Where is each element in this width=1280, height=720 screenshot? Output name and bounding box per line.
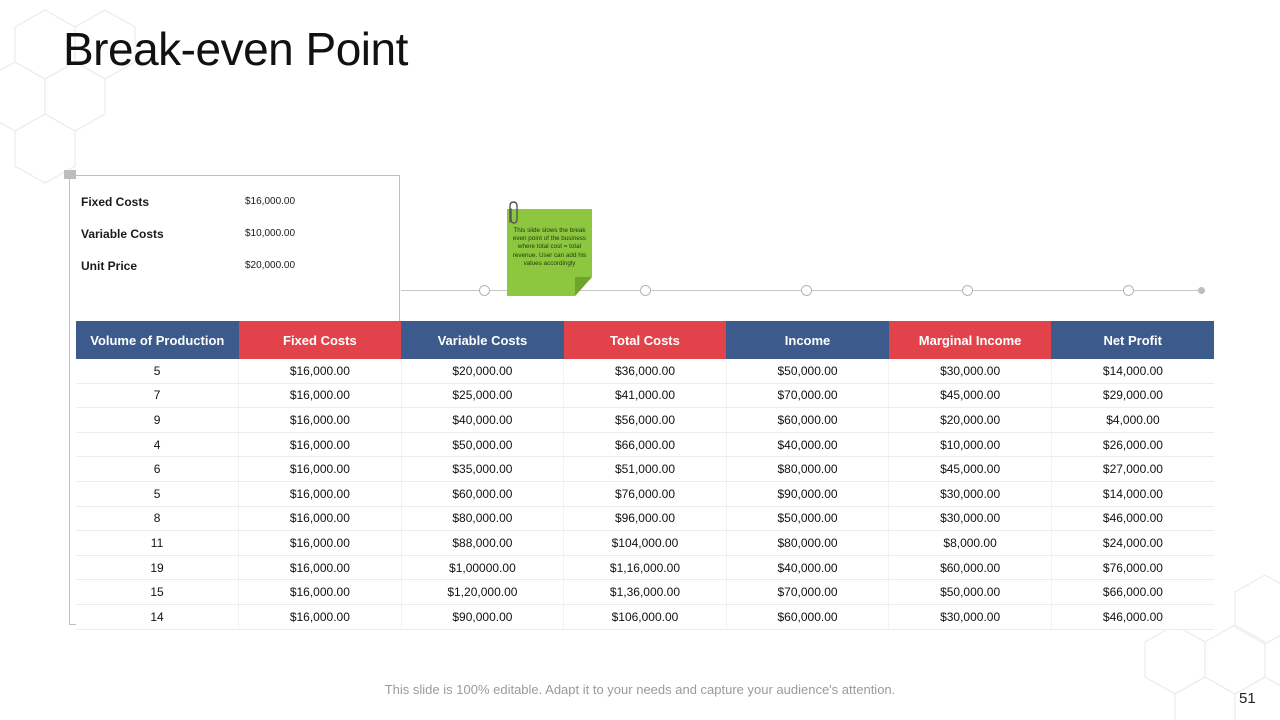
table-cell[interactable]: $51,000.00 — [564, 457, 727, 482]
table-cell[interactable]: 8 — [76, 506, 239, 531]
table-cell[interactable]: 19 — [76, 555, 239, 580]
table-cell[interactable]: $16,000.00 — [239, 359, 402, 383]
timeline-end-dot — [1198, 287, 1205, 294]
table-cell[interactable]: $60,000.00 — [726, 408, 889, 433]
table-cell[interactable]: $14,000.00 — [1051, 359, 1214, 383]
column-header: Marginal Income — [889, 321, 1052, 359]
table-cell[interactable]: $46,000.00 — [1051, 604, 1214, 629]
table-cell[interactable]: $1,16,000.00 — [564, 555, 727, 580]
input-value[interactable]: $10,000.00 — [245, 228, 296, 239]
table-row — [76, 457, 1214, 482]
table-cell[interactable]: $66,000.00 — [1051, 580, 1214, 605]
input-label: Unit Price — [81, 259, 138, 273]
table-cell[interactable]: $16,000.00 — [239, 531, 402, 556]
table-cell[interactable]: $80,000.00 — [401, 506, 564, 531]
table-cell[interactable]: $50,000.00 — [726, 359, 889, 383]
table-row — [76, 481, 1214, 506]
table-cell[interactable]: $26,000.00 — [1051, 432, 1214, 457]
table-cell[interactable]: $30,000.00 — [889, 506, 1052, 531]
table-cell[interactable]: $46,000.00 — [1051, 506, 1214, 531]
panel-tab-marker — [64, 170, 76, 179]
table-cell[interactable]: $90,000.00 — [726, 481, 889, 506]
table-cell[interactable]: 6 — [76, 457, 239, 482]
table-cell[interactable]: $16,000.00 — [239, 481, 402, 506]
table-cell[interactable]: $96,000.00 — [564, 506, 727, 531]
table-cell[interactable]: $76,000.00 — [564, 481, 727, 506]
table-cell[interactable]: $40,000.00 — [401, 408, 564, 433]
table-cell[interactable]: $30,000.00 — [889, 481, 1052, 506]
table-row — [76, 604, 1214, 629]
table-cell[interactable]: $1,00000.00 — [401, 555, 564, 580]
column-header: Variable Costs — [401, 321, 564, 359]
table-cell[interactable]: $80,000.00 — [726, 531, 889, 556]
table-cell[interactable]: $45,000.00 — [889, 457, 1052, 482]
timeline-node — [479, 285, 490, 296]
table-cell[interactable]: $16,000.00 — [239, 432, 402, 457]
table-cell[interactable]: $41,000.00 — [564, 383, 727, 408]
table-cell[interactable]: $16,000.00 — [239, 604, 402, 629]
sticky-note-fold — [575, 277, 592, 296]
table-cell[interactable]: $20,000.00 — [401, 359, 564, 383]
table-cell[interactable]: $106,000.00 — [564, 604, 727, 629]
timeline-node — [962, 285, 973, 296]
column-header: Fixed Costs — [239, 321, 402, 359]
table-cell[interactable]: $60,000.00 — [889, 555, 1052, 580]
table-cell[interactable]: 5 — [76, 359, 239, 383]
table-cell[interactable]: $70,000.00 — [726, 383, 889, 408]
table-cell[interactable]: $30,000.00 — [889, 359, 1052, 383]
table-cell[interactable]: $10,000.00 — [889, 432, 1052, 457]
table-cell[interactable]: 11 — [76, 531, 239, 556]
table-cell[interactable]: $104,000.00 — [564, 531, 727, 556]
footer-note: This slide is 100% editable. Adapt it to your needs and capture your audience's attention. — [384, 682, 896, 697]
table-row — [76, 408, 1214, 433]
table-row — [76, 432, 1214, 457]
table-row — [76, 580, 1214, 605]
break-even-table — [76, 321, 1214, 630]
table-cell[interactable]: 15 — [76, 580, 239, 605]
table-cell[interactable]: 7 — [76, 383, 239, 408]
table-cell[interactable]: $16,000.00 — [239, 408, 402, 433]
table-cell[interactable]: $16,000.00 — [239, 555, 402, 580]
table-cell[interactable]: $16,000.00 — [239, 506, 402, 531]
paperclip-icon — [505, 200, 521, 226]
timeline-node — [640, 285, 651, 296]
table-cell[interactable]: $36,000.00 — [564, 359, 727, 383]
table-row — [76, 531, 1214, 556]
table-cell[interactable]: $50,000.00 — [889, 580, 1052, 605]
table-cell[interactable]: $20,000.00 — [889, 408, 1052, 433]
table-cell[interactable]: $16,000.00 — [239, 457, 402, 482]
page-number: 51 — [1239, 690, 1256, 707]
table-row — [76, 555, 1214, 580]
table-cell[interactable]: $60,000.00 — [726, 604, 889, 629]
table-cell[interactable]: $24,000.00 — [1051, 531, 1214, 556]
page-title: Break-even Point — [63, 23, 408, 75]
table-cell[interactable]: $45,000.00 — [889, 383, 1052, 408]
input-label: Variable Costs — [81, 227, 164, 241]
input-value[interactable]: $20,000.00 — [245, 260, 296, 271]
table-cell[interactable]: $40,000.00 — [726, 555, 889, 580]
timeline-node — [801, 285, 812, 296]
table-cell[interactable]: $60,000.00 — [401, 481, 564, 506]
column-header: Net Profit — [1051, 321, 1214, 359]
sticky-note-text: This slide slows the break even point of the business where total cost = total revenue. User can add his values accordingly — [512, 227, 587, 267]
table-cell[interactable]: $70,000.00 — [726, 580, 889, 605]
table-cell[interactable]: $4,000.00 — [1051, 408, 1214, 433]
table-cell[interactable]: $16,000.00 — [239, 383, 402, 408]
table-cell[interactable]: $29,000.00 — [1051, 383, 1214, 408]
table-row — [76, 359, 1214, 383]
table-cell[interactable]: $1,20,000.00 — [401, 580, 564, 605]
table-cell[interactable]: $14,000.00 — [1051, 481, 1214, 506]
table-cell[interactable]: $76,000.00 — [1051, 555, 1214, 580]
input-value[interactable]: $16,000.00 — [245, 196, 296, 207]
table-cell[interactable]: $56,000.00 — [564, 408, 727, 433]
table-cell[interactable]: $30,000.00 — [889, 604, 1052, 629]
table-row — [76, 383, 1214, 408]
table-body — [76, 359, 1214, 629]
input-label: Fixed Costs — [81, 195, 150, 209]
column-header: Volume of Production — [76, 321, 239, 359]
table-cell[interactable]: $88,000.00 — [401, 531, 564, 556]
table-cell[interactable]: 4 — [76, 432, 239, 457]
table-cell[interactable]: $40,000.00 — [726, 432, 889, 457]
table-cell[interactable]: 9 — [76, 408, 239, 433]
table-cell[interactable]: $27,000.00 — [1051, 457, 1214, 482]
table-cell[interactable]: $8,000.00 — [889, 531, 1052, 556]
table-cell[interactable]: $16,000.00 — [239, 580, 402, 605]
table-cell[interactable]: $25,000.00 — [401, 383, 564, 408]
table-header-row — [76, 321, 1214, 359]
table-cell[interactable]: $1,36,000.00 — [564, 580, 727, 605]
table-cell[interactable]: $50,000.00 — [401, 432, 564, 457]
table-cell[interactable]: $35,000.00 — [401, 457, 564, 482]
table-cell[interactable]: $50,000.00 — [726, 506, 889, 531]
table-cell[interactable]: $66,000.00 — [564, 432, 727, 457]
column-header: Total Costs — [564, 321, 727, 359]
table-cell[interactable]: $90,000.00 — [401, 604, 564, 629]
table-cell[interactable]: $80,000.00 — [726, 457, 889, 482]
column-header: Income — [726, 321, 889, 359]
table-cell[interactable]: 5 — [76, 481, 239, 506]
timeline-node — [1123, 285, 1134, 296]
table-row — [76, 506, 1214, 531]
table-cell[interactable]: 14 — [76, 604, 239, 629]
